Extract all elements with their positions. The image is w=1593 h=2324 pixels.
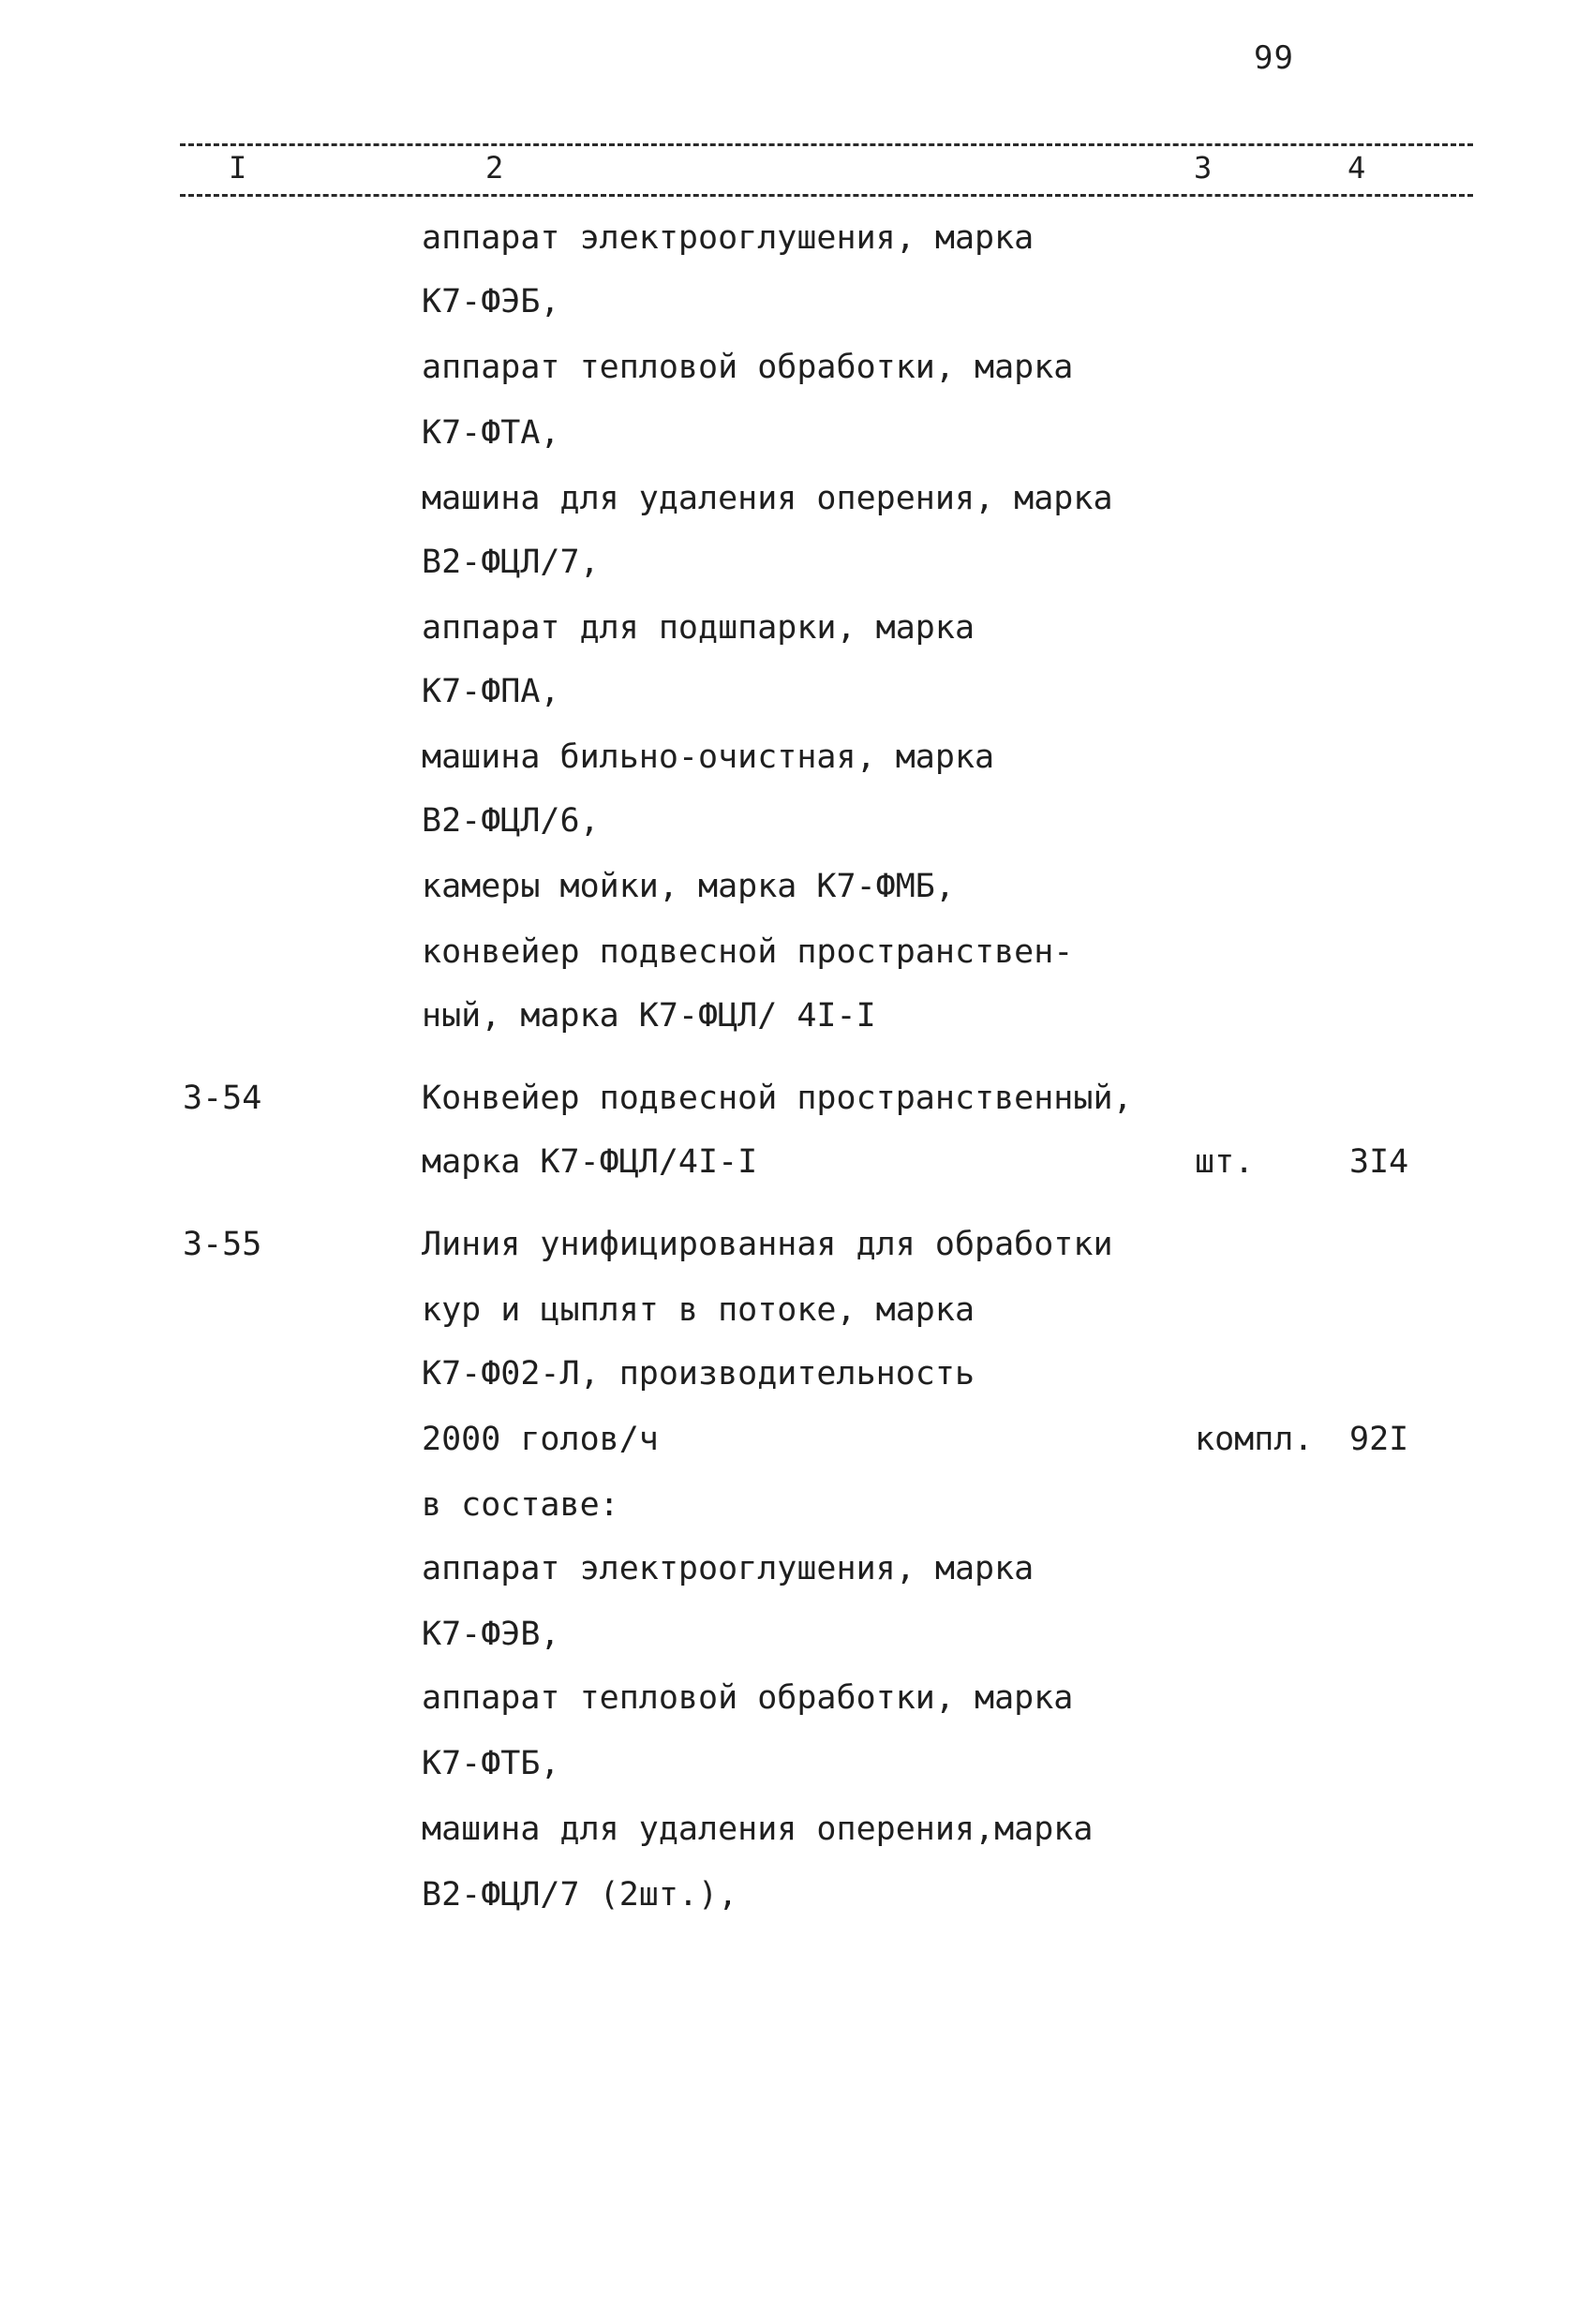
continuation-line: К7-ФПА,	[422, 673, 560, 710]
continuation-line: аппарат для подшпарки, марка	[422, 609, 975, 647]
item-code: 3-54	[183, 1080, 262, 1117]
item-description-line: Линия унифицированная для обработки	[422, 1226, 1113, 1263]
continuation-line: ный, марка К7-ФЦЛ/ 4I-I	[422, 997, 876, 1035]
continuation-line: аппарат тепловой обработки, марка	[422, 349, 1074, 386]
column-header-1: I	[223, 150, 252, 186]
continuation-line: машина бильно-очистная, марка	[422, 738, 995, 776]
item-description-line: машина для удаления оперения,марка	[422, 1810, 1094, 1848]
continuation-line: аппарат электрооглушения, марка	[422, 219, 1035, 257]
item-description-line: аппарат электрооглушения, марка	[422, 1550, 1035, 1587]
item-description-line: марка К7-ФЦЛ/4I-I	[422, 1143, 758, 1181]
item-description-line: К7-Ф02-Л, производительность	[422, 1355, 975, 1393]
item-description-line: В2-ФЦЛ/7 (2шт.),	[422, 1876, 738, 1914]
continuation-line: машина для удаления оперения, марка	[422, 480, 1113, 517]
item-unit: шт.	[1195, 1143, 1255, 1181]
table-header-bottom-rule	[180, 194, 1473, 197]
continuation-line: камеры мойки, марка К7-ФМБ,	[422, 868, 955, 905]
item-description-line: 2000 голов/ч	[422, 1421, 659, 1458]
item-description-line: К7-ФЭВ,	[422, 1616, 560, 1653]
page-number: 99	[1254, 39, 1294, 77]
table-header-top-rule	[180, 143, 1473, 146]
item-unit: компл.	[1195, 1421, 1314, 1458]
item-quantity: 3I4	[1349, 1143, 1409, 1181]
continuation-line: конвейер подвесной пространствен-	[422, 933, 1074, 971]
item-description-line: К7-ФТБ,	[422, 1745, 560, 1782]
item-description-line: аппарат тепловой обработки, марка	[422, 1679, 1074, 1717]
column-header-3: 3	[1188, 150, 1217, 186]
column-header-2: 2	[480, 150, 509, 186]
item-description-line: в составе:	[422, 1486, 619, 1524]
item-description-line: Конвейер подвесной пространственный,	[422, 1080, 1133, 1117]
column-header-4: 4	[1342, 150, 1371, 186]
continuation-line: В2-ФЦЛ/7,	[422, 544, 600, 581]
item-description-line: кур и цыплят в потоке, марка	[422, 1291, 975, 1329]
continuation-line: К7-ФТА,	[422, 414, 560, 452]
continuation-line: В2-ФЦЛ/6,	[422, 802, 600, 840]
item-code: 3-55	[183, 1226, 262, 1263]
continuation-line: К7-ФЭБ,	[422, 283, 560, 320]
item-quantity: 92I	[1349, 1421, 1409, 1458]
